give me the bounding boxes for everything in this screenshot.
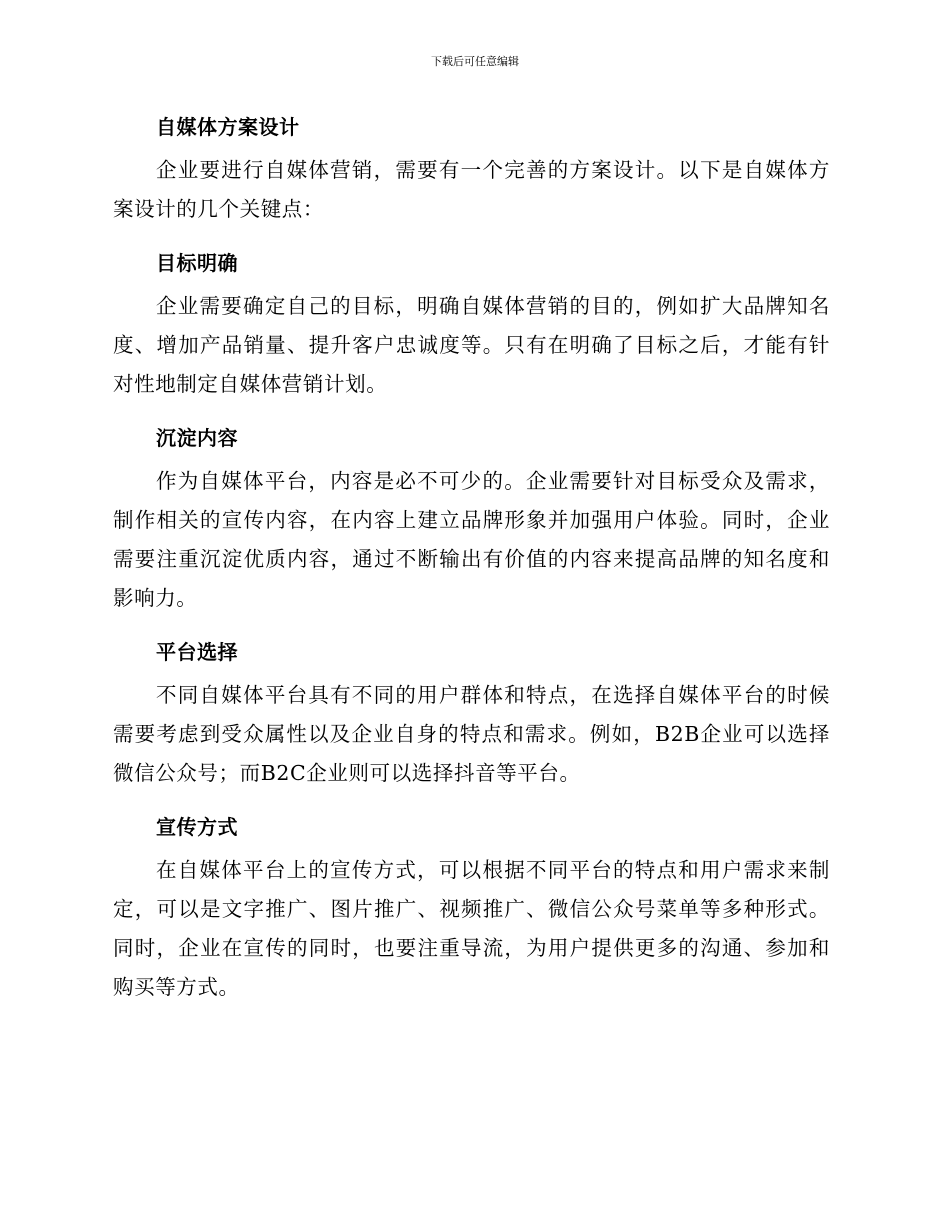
section-heading-goal: 目标明确: [156, 251, 238, 275]
page-header: 下载后可任意编辑: [431, 55, 519, 68]
section-paragraph-platform: 不同自媒体平台具有不同的用户群体和特点，在选择自媒体平台的时候需要考虑到受众属性以及企业自身的特点和需求。例如，B2B企业可以选择微信公众号；而B2C企业则可以选择抖音等平台。: [113, 683, 830, 785]
document-title: 自媒体方案设计: [156, 115, 300, 139]
section-heading-promotion: 宣传方式: [156, 815, 238, 839]
section-paragraph-goal: 企业需要确定自己的目标，明确自媒体营销的目的，例如扩大品牌知名度、增加产品销量、提升客户忠诚度等。只有在明确了目标之后，才能有针对性地制定自媒体营销计划。: [113, 294, 830, 396]
section-paragraph-promotion: 在自媒体平台上的宣传方式，可以根据不同平台的特点和用户需求来制定，可以是文字推广、图片推广、视频推广、微信公众号菜单等多种形式。同时，企业在宣传的同时，也要注重导流，为用户提供更多的沟通、参加和购买等方式。: [113, 858, 830, 999]
section-heading-platform: 平台选择: [156, 640, 238, 664]
document-body: [113, 103, 830, 1017]
section-heading-content: 沉淀内容: [156, 426, 238, 450]
intro-paragraph: 企业要进行自媒体营销，需要有一个完善的方案设计。以下是自媒体方案设计的几个关键点：: [113, 158, 830, 221]
section-paragraph-content: 作为自媒体平台，内容是必不可少的。企业需要针对目标受众及需求，制作相关的宣传内容，在内容上建立品牌形象并加强用户体验。同时，企业需要注重沉淀优质内容，通过不断输出有价值的内容来提高品牌的知名度和影响力。: [113, 469, 830, 610]
